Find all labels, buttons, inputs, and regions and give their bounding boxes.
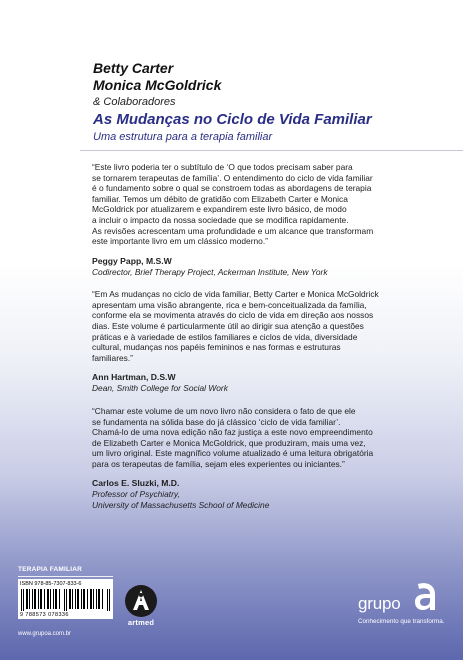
collaborators-label: & Colaboradores — [93, 96, 176, 108]
quote-line: “Chamar este volume de um novo livro não considera o fato de que ele — [92, 405, 356, 416]
quote-line: um livro original. Este magnífico volume atualizado é uma leitura obrigatória — [92, 448, 374, 459]
review-credit-2 — [92, 372, 442, 394]
reviewer-name: Carlos E. Sluzki, M.D. — [92, 478, 180, 489]
quote-line: práticas e à variedade de estilos familiares e ciclos de vida, diversidade — [92, 331, 358, 342]
review-quote-1 — [92, 162, 442, 247]
book-subtitle: Uma estrutura para a terapia familiar — [93, 131, 273, 143]
quote-line: “Este livro poderia ter o subtítulo de ‘O que todos precisam saber para — [92, 162, 353, 172]
barcode-icon — [20, 589, 111, 611]
author-name-1: Betty Carter — [93, 60, 174, 76]
quote-line: para os terapeutas de família, sejam eles experientes ou iniciantes.” — [92, 458, 345, 469]
quote-line: se tornarem terapeutas de família’. O entendimento do ciclo de vida familiar — [92, 172, 373, 183]
reviewer-name: Peggy Papp, M.S.W — [92, 255, 172, 266]
reviewer-role: Codirector, Brief Therapy Project, Ackerman Institute, New York — [92, 266, 328, 277]
isbn-text: ISBN 978-85-7307-833-6 — [20, 581, 82, 587]
quote-line: é o fundamento sobre o qual se constroem todas as abordagens de terapia — [92, 183, 372, 194]
grupo-a-logo — [358, 582, 454, 630]
website-url: www.grupoa.com.br — [18, 631, 72, 637]
grupo-tagline: Conhecimento que transforma. — [358, 618, 445, 625]
quote-line: Chamá-lo de uma nova edição não faz justiça a este novo empreendimento — [92, 427, 373, 438]
barcode-box — [18, 579, 113, 619]
quote-line: dias. Este volume é particularmente útil ao dirigir sua atenção a questões — [92, 321, 364, 332]
artmed-logo — [124, 585, 158, 629]
quote-line: a incluir o impacto da nossa sociedade que se modifica rapidamente. — [92, 214, 349, 225]
grupo-a-mark-icon — [414, 582, 438, 612]
author-name-2: Monica McGoldrick — [93, 77, 222, 93]
book-title: As Mudanças no Ciclo de Vida Familiar — [93, 111, 372, 128]
artmed-wordmark: artmed — [127, 618, 155, 627]
review-quote-3 — [92, 406, 442, 470]
quote-line: de Elizabeth Carter e Monica McGoldrick, que produziram, mais uma vez, — [92, 437, 366, 448]
quote-line: McGoldrick por atualizarem e expandirem este livro básico, de modo — [92, 204, 347, 215]
artmed-emblem-icon — [125, 585, 157, 617]
reviewer-role: University of Massachusetts School of Medicine — [92, 499, 270, 510]
author-block — [93, 60, 221, 110]
quote-line: familiares.” — [92, 352, 133, 363]
quote-line: cultural, mudanças nos papéis femininos e nas formas e estruturas — [92, 342, 341, 353]
category-label: TERAPIA FAMILIAR — [18, 566, 82, 573]
quote-line: se fundamenta na sólida base do já clássico ‘ciclo de vida familiar’. — [92, 416, 341, 427]
reviewer-name: Ann Hartman, D.S.W — [92, 372, 176, 383]
header-divider — [80, 150, 463, 151]
review-credit-1 — [92, 256, 442, 278]
reviewer-role: Professor of Psychiatry, — [92, 489, 180, 500]
barcode-number: 9 788573 078336 — [20, 612, 69, 618]
reviews-section — [92, 162, 442, 522]
review-credit-3 — [92, 478, 442, 510]
quote-line: apresentam uma visão abrangente, rica e bem-conceitualizada da família, — [92, 299, 367, 310]
quote-line: conforme ela se movimenta através do ciclo de vida em direção aos nossos — [92, 310, 374, 321]
quote-line: As revisões acrescentam uma profundidade e um alcance que transformam — [92, 225, 374, 236]
quote-line: “Em As mudanças no ciclo de vida familiar, Betty Carter e Monica McGoldrick — [92, 289, 379, 300]
quote-line: familiar. Temos um débito de gratidão com Elizabeth Carter e Monica — [92, 193, 348, 204]
reviewer-role: Dean, Smith College for Social Work — [92, 383, 228, 394]
category-divider — [18, 576, 113, 577]
quote-line: este importante livro em um clássico moderno.” — [92, 236, 268, 247]
grupo-wordmark: grupo — [358, 594, 401, 613]
review-quote-2 — [92, 289, 442, 363]
